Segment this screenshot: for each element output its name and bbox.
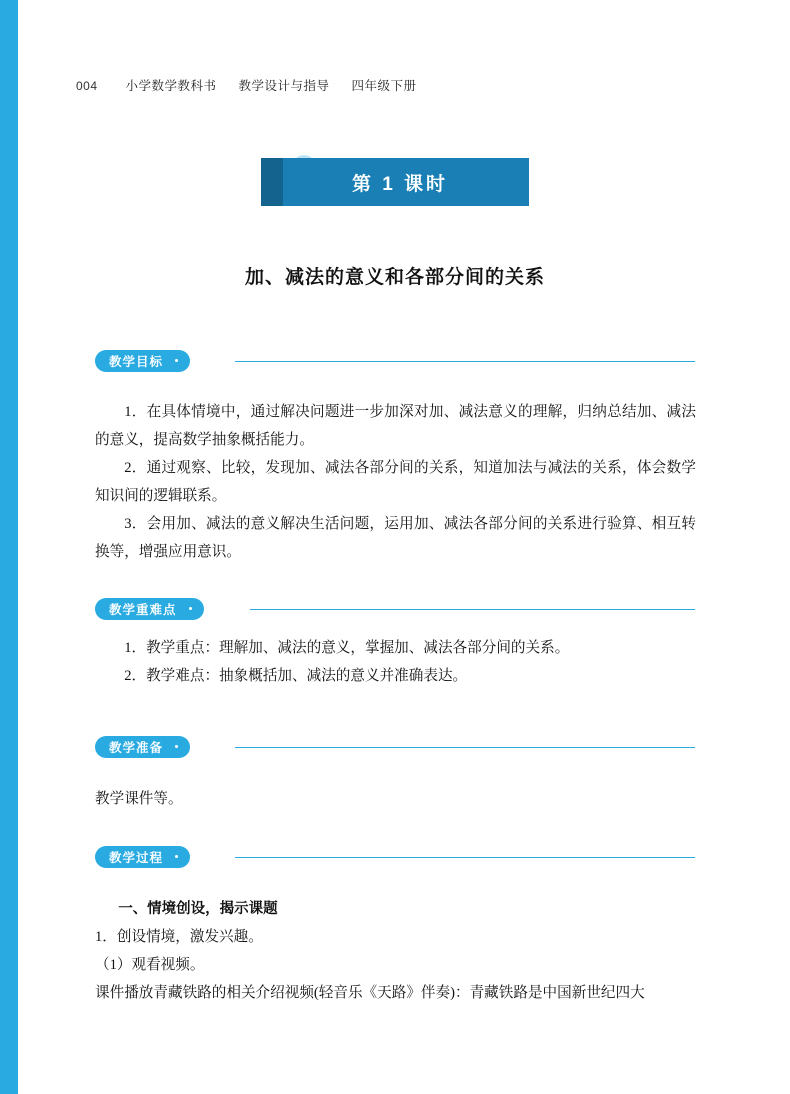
- header-title-book: 小学数学教科书: [125, 79, 217, 93]
- section-rule: [235, 747, 695, 748]
- section-pill-label: 教学目标: [109, 355, 164, 369]
- section-body-preparation: [95, 785, 696, 813]
- section-pill-process: [95, 846, 190, 868]
- section-body-keypoints: [95, 634, 696, 690]
- page-title: 加、减法的意义和各部分间的关系: [244, 267, 545, 288]
- page-number: 004: [76, 79, 98, 93]
- section-heading-process: [95, 846, 695, 868]
- paragraph: 教学课件等。: [95, 791, 183, 807]
- section-pill-preparation: [95, 736, 190, 758]
- header-title-sub: 教学设计与指导: [238, 79, 330, 93]
- section-pill-label: 教学过程: [109, 851, 164, 865]
- section-body-process: [95, 895, 696, 1007]
- pill-dot-icon: [175, 359, 178, 362]
- section-heading-keypoints: [95, 598, 695, 620]
- lesson-banner-label: 第 1 课时: [351, 173, 449, 195]
- section-heading-preparation: [95, 736, 695, 758]
- paragraph: 课件播放青藏铁路的相关介绍视频(轻音乐《天路》伴奏)：青藏铁路是中国新世纪四大: [95, 985, 645, 1001]
- section-pill-label: 教学重难点: [109, 603, 177, 617]
- page-header: [76, 76, 716, 94]
- pill-dot-icon: [175, 855, 178, 858]
- lesson-banner-tab: [261, 158, 283, 206]
- header-title-grade: 四年级下册: [351, 79, 417, 93]
- subsection-heading: 一、情境创设，揭示课题: [118, 901, 278, 917]
- section-rule: [235, 857, 695, 858]
- section-pill-keypoints: [95, 598, 204, 620]
- paragraph: （1）观看视频。: [95, 957, 205, 973]
- header-title: [126, 76, 417, 94]
- paragraph: 1．在具体情境中，通过解决问题进一步加深对加、减法意义的理解，归纳总结加、减法的意义，提高数学抽象概括能力。: [95, 404, 696, 448]
- paragraph: 2．通过观察、比较，发现加、减法各部分间的关系，知道加法与减法的关系，体会数学知识间的逻辑联系。: [95, 460, 696, 504]
- paragraph: 2．教学难点：抽象概括加、减法的意义并准确表达。: [124, 668, 468, 684]
- lesson-banner-box: [261, 158, 529, 206]
- section-pill-label: 教学准备: [109, 741, 164, 755]
- paragraph: 3．会用加、减法的意义解决生活问题，运用加、减法各部分间的关系进行验算、相互转换等，增强应用意识。: [95, 516, 696, 560]
- pill-dot-icon: [189, 607, 192, 610]
- lesson-banner: [0, 158, 790, 206]
- pill-dot-icon: [175, 745, 178, 748]
- paragraph: 1．创设情境，激发兴趣。: [95, 929, 263, 945]
- section-pill-objectives: [95, 350, 190, 372]
- section-rule: [235, 361, 695, 362]
- section-heading-objectives: [95, 350, 695, 372]
- section-body-objectives: [95, 398, 696, 566]
- paragraph: 1．教学重点：理解加、减法的意义，掌握加、减法各部分间的关系。: [124, 640, 570, 656]
- section-rule: [250, 609, 695, 610]
